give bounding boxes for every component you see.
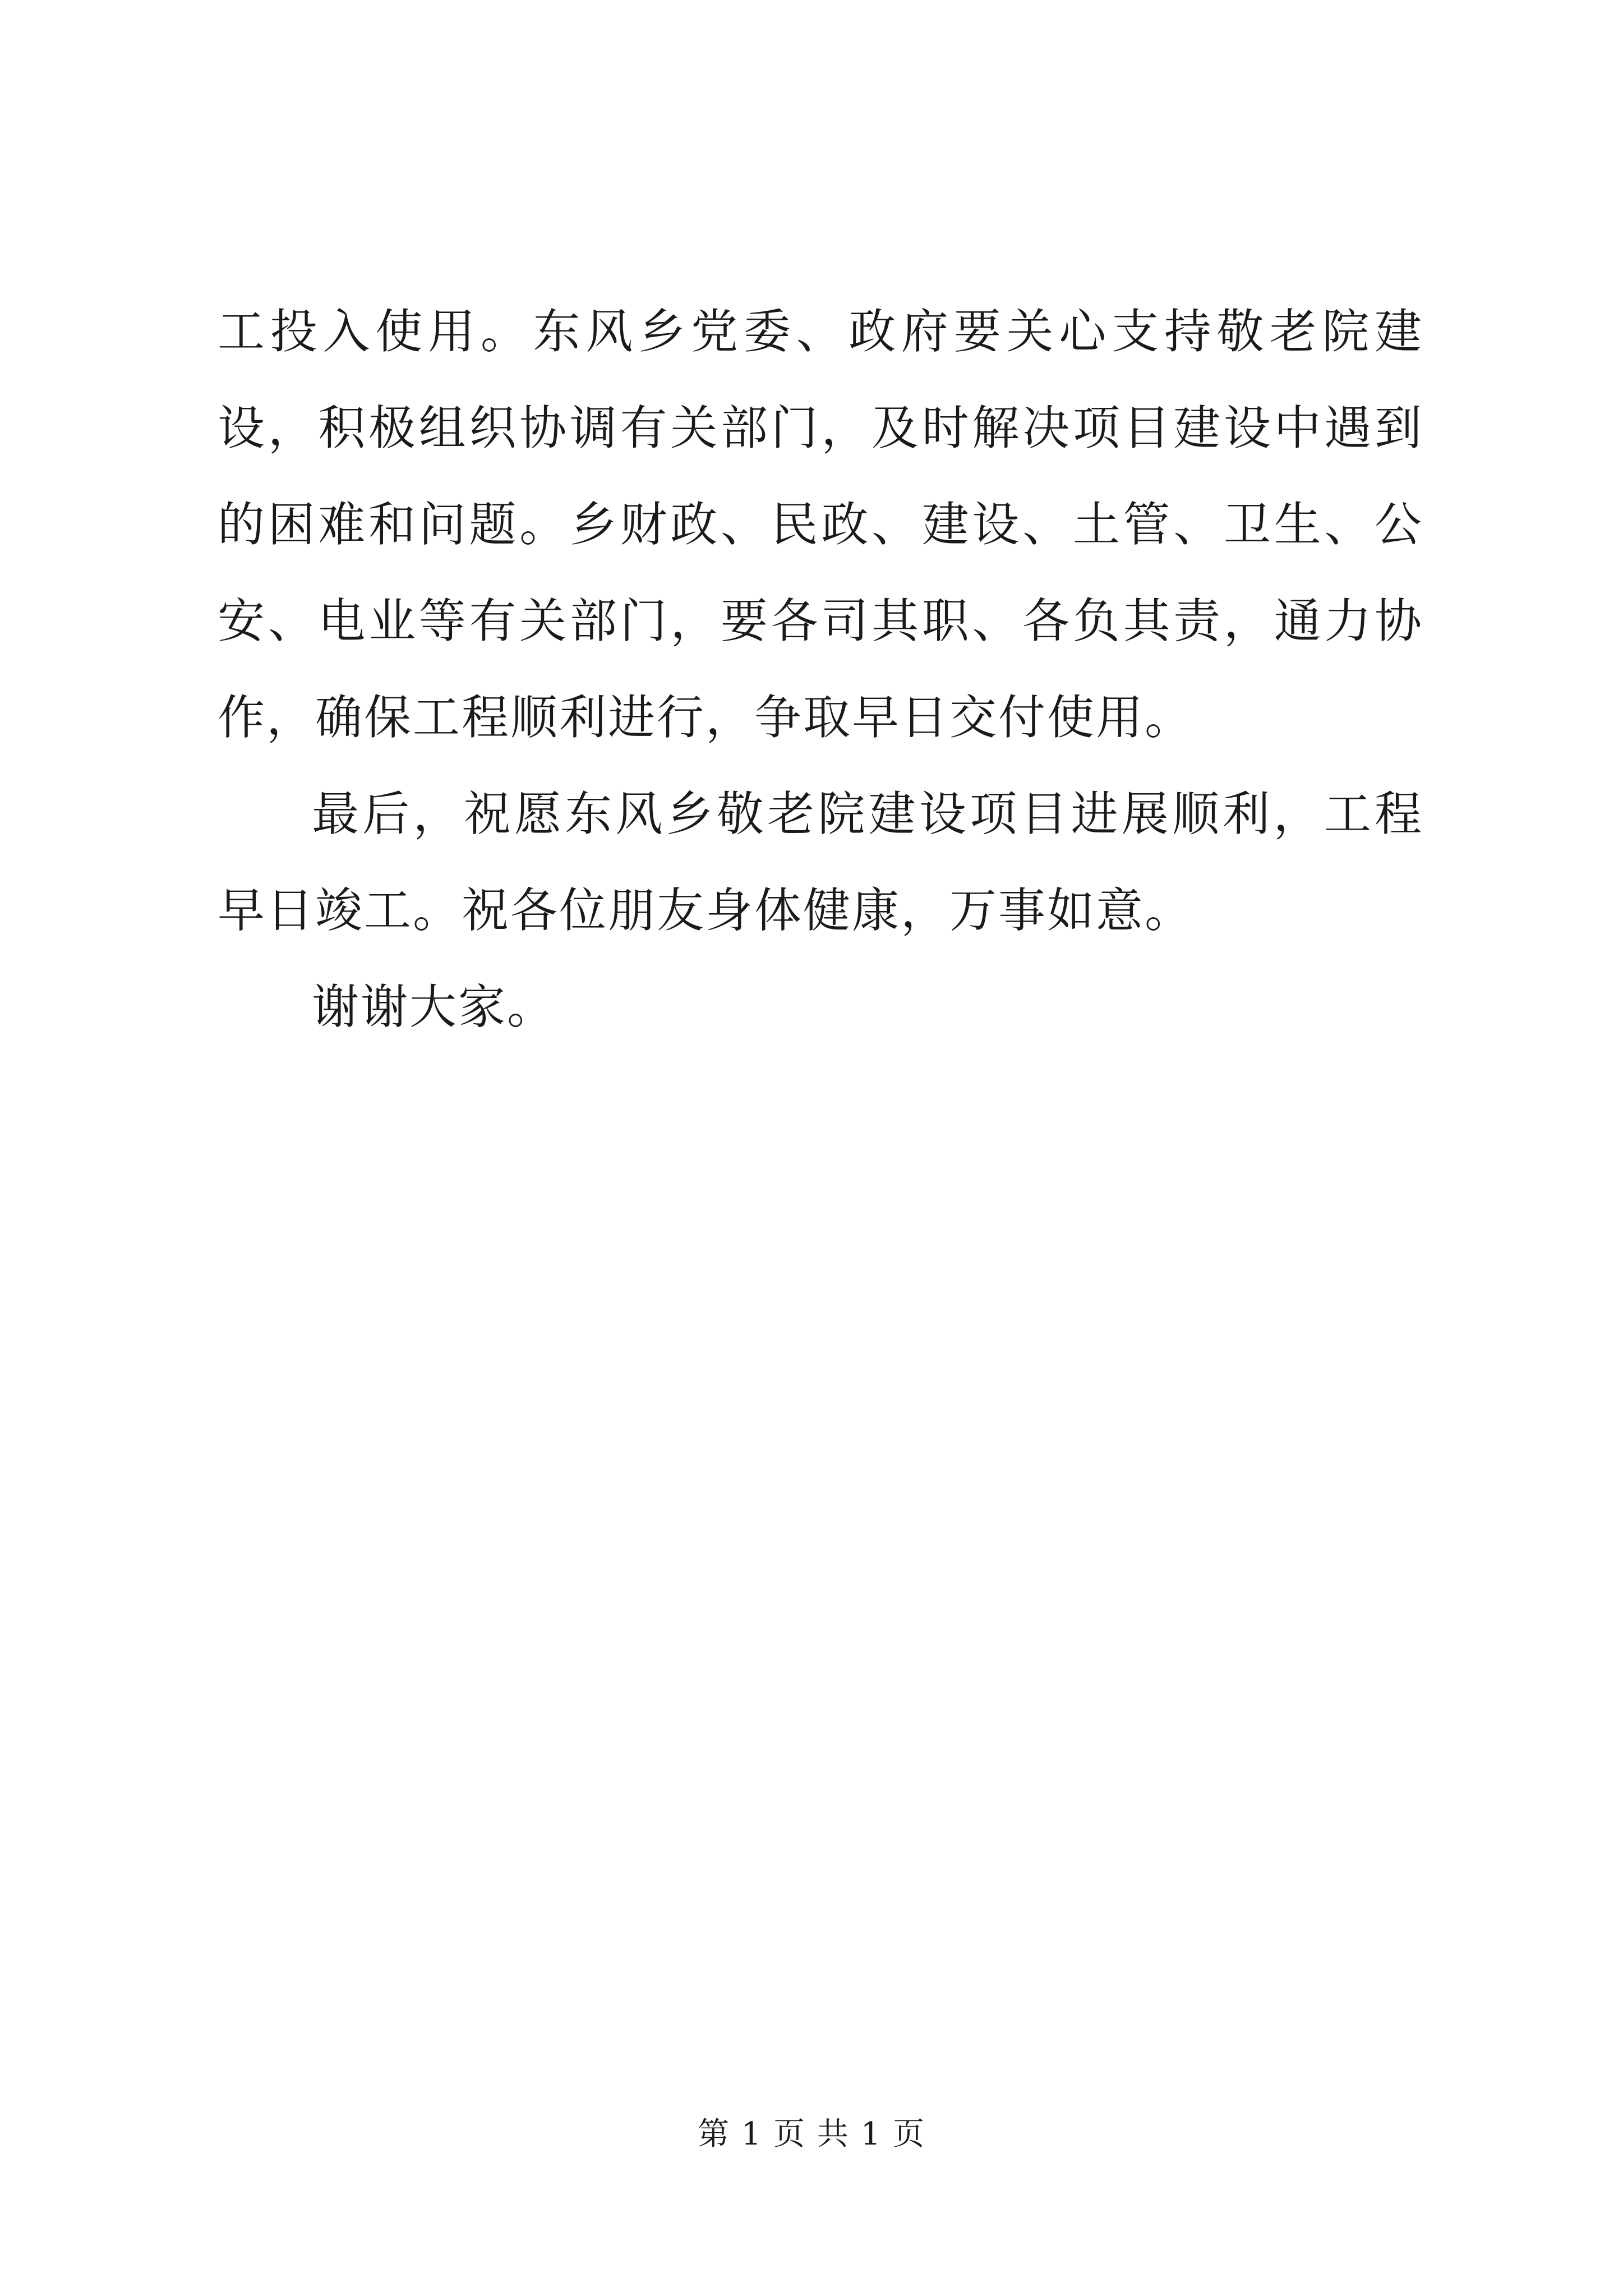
document-body — [218, 283, 1423, 1055]
paragraph-continuation: 工投入使用。东风乡党委、政府要关心支持敬老院建设，积极组织协调有关部门，及时解决项目建设中遇到的困难和问题。乡财政、民政、建设、土管、卫生、公安、电业等有关部门，要各司其职、各负其责，通力协作，确保工程顺利进行，争取早日交付使用。 — [218, 304, 1423, 745]
paragraph-closing-wishes: 最后，祝愿东风乡敬老院建设项目进展顺利，工程早日竣工。祝各位朋友身体健康，万事如意。 — [218, 786, 1423, 938]
page-footer: 第 1 页 共 1 页 — [697, 2116, 926, 2152]
paragraph-thanks: 谢谢大家。 — [312, 979, 556, 1034]
